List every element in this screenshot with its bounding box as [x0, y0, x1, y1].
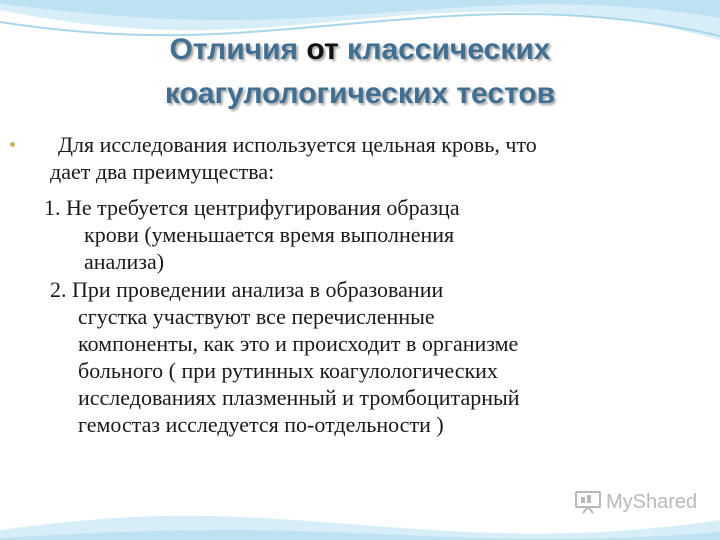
- intro-line-1: Для исследования используется цельная кровь, что: [58, 132, 537, 157]
- item-2-line-6: гемостаз исследуется по-отдельности ): [78, 412, 444, 437]
- item-2-line-5: исследованиях плазменный и тромбоцитарный: [78, 385, 520, 410]
- watermark-text: MyShared: [606, 490, 698, 513]
- item-2-line-1: 2. При проведении анализа в образовании: [50, 277, 444, 302]
- item-1-line-1: 1. Не требуется центрифугирования образца: [44, 195, 460, 220]
- item-1-line-2: крови (уменьшается время выполнения: [84, 222, 455, 247]
- item-1-line-3: анализа): [84, 249, 165, 274]
- title-keyword: от: [306, 33, 339, 66]
- title-word-3: классических: [347, 33, 551, 66]
- item-2-line-4: больного ( при рутинных коагулологических: [78, 358, 498, 383]
- title-word-1: Отличия: [169, 33, 299, 66]
- bullet-dot-icon: [10, 142, 15, 147]
- presentation-board-icon: [574, 490, 602, 514]
- title-line-2: коагулологических тестов: [164, 77, 556, 110]
- watermark: [574, 487, 697, 517]
- title-line-1: [40, 28, 680, 72]
- item-2-line-3: компоненты, как это и происходит в организме: [78, 331, 519, 356]
- item-2-line-2: сгустка участвуют все перечисленные: [78, 304, 435, 329]
- slide-title: [40, 28, 680, 116]
- intro-line-2: дает два преимущества:: [50, 159, 275, 184]
